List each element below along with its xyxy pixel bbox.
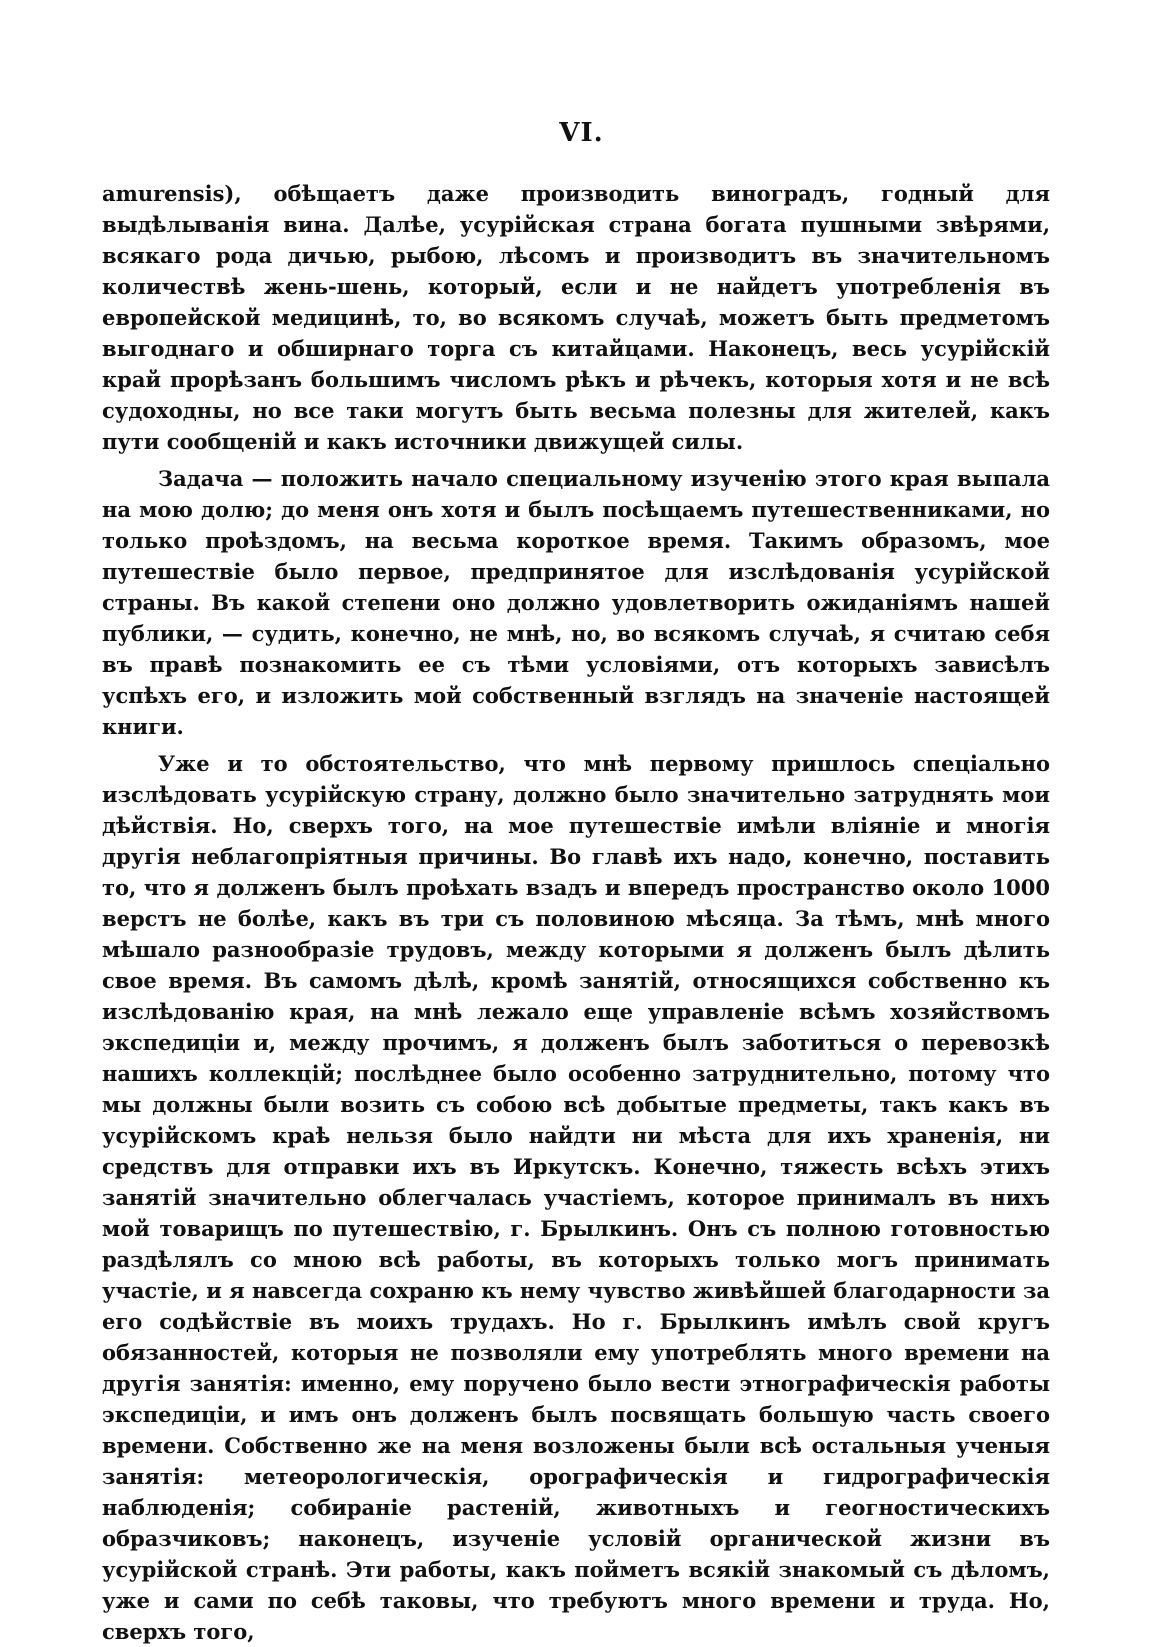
paragraph: Уже и то обстоятельство, что мнѣ первому пришлось спеціально изслѣдовать усурійскую страну, должно было значительно затруднять мои дѣйствія. Но, сверхъ того, на мое путешествіе имѣли вліяніе и многія другія неблагопріятныя причины. Во главѣ ихъ надо, конечно, поставить то, что я долженъ былъ проѣхать взадъ и впередъ пространство около 1000 верстъ не болѣе, какъ въ три съ половиною мѣсяца. За тѣмъ, мнѣ много мѣшало разнообразіе трудовъ, между которыми я долженъ былъ дѣлить свое время. Въ самомъ дѣлѣ, кромѣ занятій, относящихся собственно къ изслѣдованію края, на мнѣ лежало еще управленіе всѣмъ хозяйствомъ экспедиціи и, между прочимъ, я долженъ былъ заботиться о перевозкѣ нашихъ коллекцій; послѣднее было особенно затруднительно, потому что мы должны были возить съ собою всѣ добытые предметы, такъ какъ въ усурійскомъ краѣ нельзя было найдти ни мѣста для ихъ храненія, ни средствъ для отправки ихъ въ Иркутскъ. Конечно, тяжесть всѣхъ этихъ занятій значительно облегчалась участіемъ, которое принималъ въ нихъ мой товарищъ по путешествію, г. Брылкинъ. Онъ съ полною готовностью раздѣлялъ со мною всѣ работы, въ которыхъ только могъ принимать участіе, и я навсегда сохраню къ нему чувство живѣйшей благодарности за его содѣйствіе въ моихъ трудахъ. Но г. Брылкинъ имѣлъ свой кругъ обязанностей, которыя не позволяли ему употреблять много времени на другія занятія: именно, ему поручено было вести этнографическія работы экспедиціи, и имъ онъ долженъ былъ посвящать большую часть своего времени. Собственно же на меня возложены были всѣ остальныя ученыя занятія: метеорологическія, орографическія и гидрографическія наблюденія; собираніе растеній, животныхъ и геогностическихъ образчиковъ; наконецъ, изученіе условій органической жизни въ усурійской странѣ. Эти работы, какъ пойметъ всякій знакомый съ дѣломъ, уже и сами по себѣ таковы, что требуютъ много времени и труда. Но, сверхъ того,: [102, 751, 1050, 1644]
paragraph: Задача — положить начало специальному изученію этого края выпала на мою долю; до меня онъ хотя и былъ посѣщаемъ путешественниками, но только проѣздомъ, на весьма короткое время. Такимъ образомъ, мое путешествіе было первое, предпринятое для изслѣдованія усурійской страны. Въ какой степени оно должно удовлетворить ожиданіямъ нашей публики, — судить, конечно, не мнѣ, но, во всякомъ случаѣ, я считаю себя въ правѣ познакомить ее съ тѣми условіями, отъ которыхъ зависѣлъ успѣхъ его, и изложить мой собственный взглядъ на значеніе настоящей книги.: [102, 466, 1050, 739]
page-number: VI.: [559, 118, 604, 148]
paragraph-continued: amurensis), обѣщаетъ даже производить виноградъ, годный для выдѣлыванія вина. Далѣе, усурійская страна богата пушными звѣрями, всякаго рода дичью, рыбою, лѣсомъ и производитъ въ значительномъ количествѣ жень-шень, который, если и не найдетъ употребленія въ европейской медицинѣ, то, во всякомъ случаѣ, можетъ быть предметомъ выгоднаго и обширнаго торга съ китайцами. Наконецъ, весь усурійскій край прорѣзанъ большимъ числомъ рѣкъ и рѣчекъ, которыя хотя и не всѣ судоходны, но все таки могутъ быть весьма полезны для жителей, какъ пути сообщеній и какъ источники движущей силы.: [102, 181, 1050, 454]
body-text: [102, 178, 1050, 1647]
